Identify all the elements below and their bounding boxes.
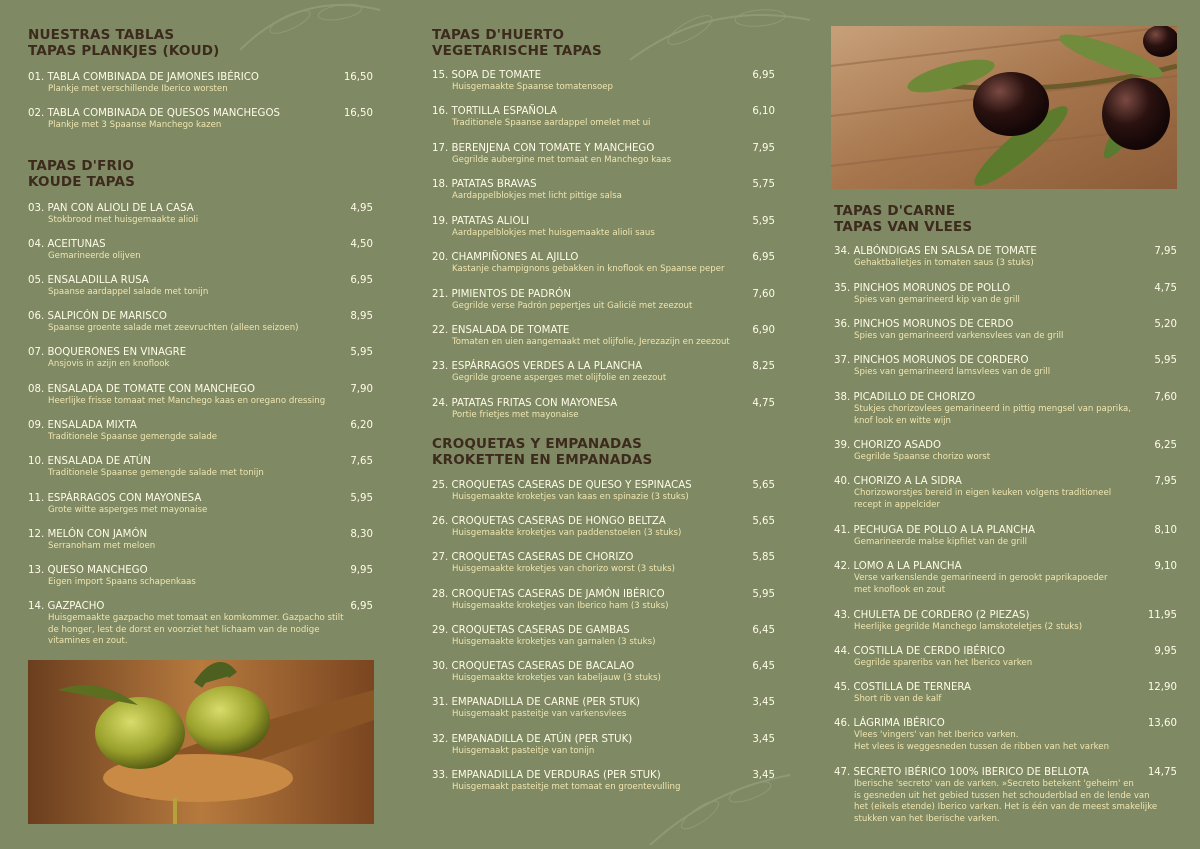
item-description: Gegrilde groene asperges met olijfolie en zeezout xyxy=(452,373,667,383)
item-description: Verse varkenslende gemarineerd in gerookt paprikapoeder met knoflook en zout xyxy=(854,573,1108,595)
item-description: Huisgemaakte Spaanse tomatensoep xyxy=(452,82,614,92)
menu-item xyxy=(834,610,1177,634)
item-price: 6,45 xyxy=(752,625,775,636)
item-price: 3,45 xyxy=(752,697,775,708)
menu-item xyxy=(28,311,373,335)
item-name: 12. MELÓN CON JAMÓN xyxy=(28,529,148,540)
item-price: 5,20 xyxy=(1154,319,1177,330)
item-description: Iberische 'secreto' van de varken. »Secreto betekent 'geheim' en is gesneden uit het gebied tussen het schouderblad en de lende van het (eikels etende) Iberico varken. Het is één van de meest smakelijke stukken van het Iberische varken. xyxy=(854,779,1158,824)
item-description: Huisgemaakte kroketjes van garnalen (3 stuks) xyxy=(452,637,656,647)
menu-item xyxy=(432,625,775,649)
menu-item xyxy=(28,565,373,589)
menu-item xyxy=(834,283,1177,307)
item-price: 4,75 xyxy=(1154,283,1177,294)
menu-item xyxy=(834,246,1177,270)
menu-item xyxy=(432,106,775,130)
item-description: Short rib van de kalf xyxy=(854,694,942,704)
item-price: 6,90 xyxy=(752,325,775,336)
item-name: 31. EMPANADILLA DE CARNE (PER STUK) xyxy=(432,697,641,708)
item-price: 16,50 xyxy=(343,108,373,119)
item-name: 46. LÁGRIMA IBÉRICO xyxy=(834,718,945,729)
menu-item xyxy=(834,767,1177,825)
menu-item xyxy=(28,275,373,299)
item-price: 4,75 xyxy=(752,398,775,409)
item-description: Gemarineerde malse kipfilet van de grill xyxy=(854,537,1028,547)
item-price: 5,95 xyxy=(752,216,775,227)
black-olives-branch-photo xyxy=(831,26,1177,189)
menu-item xyxy=(28,529,373,553)
section-title-es: NUESTRAS TABLAS xyxy=(28,27,175,43)
menu-item xyxy=(28,239,373,263)
item-name: 39. CHORIZO ASADO xyxy=(834,440,942,451)
item-name: 03. PAN CON ALIOLI DE LA CASA xyxy=(28,203,194,214)
item-description: Traditionele Spaanse aardappel omelet met ui xyxy=(452,118,651,128)
menu-item xyxy=(834,525,1177,549)
item-name: 07. BOQUERONES EN VINAGRE xyxy=(28,347,187,358)
menu-item xyxy=(432,734,775,758)
item-name: 14. GAZPACHO xyxy=(28,601,105,612)
menu-item xyxy=(28,347,373,371)
item-price: 7,65 xyxy=(350,456,373,467)
item-price: 16,50 xyxy=(343,72,373,83)
item-name: 13. QUESO MANCHEGO xyxy=(28,565,148,576)
section-title-nl: TAPAS VAN VLEES xyxy=(834,219,973,235)
item-price: 12,90 xyxy=(1147,682,1177,693)
item-name: 34. ALBÓNDIGAS EN SALSA DE TOMATE xyxy=(834,246,1037,257)
item-name: 44. COSTILLA DE CERDO IBÉRICO xyxy=(834,646,1005,657)
item-description: Kastanje champignons gebakken in knoflook en Spaanse peper xyxy=(452,264,725,274)
item-price: 5,95 xyxy=(350,493,373,504)
item-name: 05. ENSALADILLA RUSA xyxy=(28,275,149,286)
item-name: 27. CROQUETAS CASERAS DE CHORIZO xyxy=(432,552,634,563)
menu-item xyxy=(432,252,775,276)
item-name: 36. PINCHOS MORUNOS DE CERDO xyxy=(834,319,1014,330)
item-description: Spaanse aardappel salade met tonijn xyxy=(48,287,209,297)
item-name: 30. CROQUETAS CASERAS DE BACALAO xyxy=(432,661,635,672)
menu-item xyxy=(432,661,775,685)
item-price: 7,95 xyxy=(1154,246,1177,257)
item-price: 5,65 xyxy=(752,516,775,527)
item-price: 9,95 xyxy=(350,565,373,576)
item-name: 19. PATATAS ALIOLI xyxy=(432,216,530,227)
item-price: 4,50 xyxy=(350,239,373,250)
menu-item xyxy=(28,108,373,132)
item-name: 11. ESPÁRRAGOS CON MAYONESA xyxy=(28,493,202,504)
section-title-es: TAPAS D'HUERTO xyxy=(432,27,565,43)
item-name: 25. CROQUETAS CASERAS DE QUESO Y ESPINACAS xyxy=(432,480,692,491)
item-price: 5,85 xyxy=(752,552,775,563)
item-description: Plankje met 3 Spaanse Manchego kazen xyxy=(48,120,222,130)
item-name: 38. PICADILLO DE CHORIZO xyxy=(834,392,976,403)
item-name: 28. CROQUETAS CASERAS DE JAMÓN IBÉRICO xyxy=(432,589,665,600)
item-description: Grote witte asperges met mayonaise xyxy=(48,505,208,515)
menu-item xyxy=(28,601,373,648)
item-description: Gegrilde spareribs van het Iberico varken xyxy=(854,658,1033,668)
item-description: Gegrilde Spaanse chorizo worst xyxy=(854,452,991,462)
menu-item xyxy=(834,646,1177,670)
menu-item xyxy=(834,718,1177,753)
section-heading xyxy=(432,436,775,468)
item-name: 16. TORTILLA ESPAÑOLA xyxy=(432,106,557,117)
menu-item xyxy=(432,289,775,313)
item-name: 10. ENSALADA DE ATÚN xyxy=(28,456,151,467)
item-description: Gemarineerde olijven xyxy=(48,251,141,261)
item-price: 7,90 xyxy=(350,384,373,395)
menu-item xyxy=(432,770,775,794)
section-heading xyxy=(432,27,775,59)
item-description: Tomaten en uien aangemaakt met olijfolie, Jerezazijn en zeezout xyxy=(452,337,730,347)
item-description: Huisgemaakte kroketjes van kabeljauw (3 stuks) xyxy=(452,673,661,683)
item-price: 6,20 xyxy=(350,420,373,431)
menu-item xyxy=(834,561,1177,596)
item-price: 13,60 xyxy=(1147,718,1177,729)
menu-item xyxy=(432,179,775,203)
section-heading xyxy=(834,203,1177,235)
item-description: Huisgemaakte kroketjes van paddenstoelen (3 stuks) xyxy=(452,528,682,538)
item-name: 02. TABLA COMBINADA DE QUESOS MANCHEGOS xyxy=(28,108,280,119)
item-description: Plankje met verschillende Iberico worsten xyxy=(48,84,228,94)
item-description: Aardappelblokjes met huisgemaakte alioli saus xyxy=(452,228,655,238)
menu-item xyxy=(432,516,775,540)
item-price: 4,95 xyxy=(350,203,373,214)
item-name: 45. COSTILLA DE TERNERA xyxy=(834,682,972,693)
item-name: 29. CROQUETAS CASERAS DE GAMBAS xyxy=(432,625,630,636)
item-price: 6,25 xyxy=(1154,440,1177,451)
item-price: 5,95 xyxy=(752,589,775,600)
item-name: 06. SALPICÓN DE MARISCO xyxy=(28,311,167,322)
item-name: 01. TABLA COMBINADA DE JAMONES IBÉRICO xyxy=(28,72,259,83)
section-heading xyxy=(28,158,373,190)
menu-item xyxy=(432,70,775,94)
menu-item xyxy=(432,398,775,422)
item-price: 8,10 xyxy=(1154,525,1177,536)
item-description: Aardappelblokjes met licht pittige salsa xyxy=(452,191,622,201)
section-title-es: TAPAS D'FRIO xyxy=(28,158,134,174)
item-name: 21. PIMIENTOS DE PADRÓN xyxy=(432,289,571,300)
item-name: 35. PINCHOS MORUNOS DE POLLO xyxy=(834,283,1011,294)
item-price: 14,75 xyxy=(1147,767,1177,778)
item-name: 41. PECHUGA DE POLLO A LA PLANCHA xyxy=(834,525,1036,536)
item-name: 43. CHULETA DE CORDERO (2 PIEZAS) xyxy=(834,610,1030,621)
section-title-es: CROQUETAS Y EMPANADAS xyxy=(432,436,643,452)
item-name: 47. SECRETO IBÉRICO 100% IBERICO DE BELLOTA xyxy=(834,767,1089,778)
menu-item xyxy=(834,392,1177,427)
section-title-nl: KOUDE TAPAS xyxy=(28,174,136,190)
menu-item xyxy=(432,480,775,504)
item-price: 9,10 xyxy=(1154,561,1177,572)
item-price: 6,95 xyxy=(350,601,373,612)
item-description: Heerlijke gegrilde Manchego lamskoteletjes (2 stuks) xyxy=(854,622,1083,632)
menu-item xyxy=(28,493,373,517)
item-description: Heerlijke frisse tomaat met Manchego kaas en oregano dressing xyxy=(48,396,326,406)
item-description: Chorizoworstjes bereid in eigen keuken volgens traditioneel recept in appelcider xyxy=(854,488,1112,510)
item-price: 5,95 xyxy=(350,347,373,358)
item-description: Huisgemaakt pasteitje met tomaat en groentevulling xyxy=(452,782,681,792)
menu-item xyxy=(834,440,1177,464)
item-description: Gegrilde verse Padrón pepertjes uit Galicië met zeezout xyxy=(452,301,693,311)
item-description: Gehaktballetjes in tomaten saus (3 stuks) xyxy=(854,258,1034,268)
item-price: 5,95 xyxy=(1154,355,1177,366)
item-price: 9,95 xyxy=(1154,646,1177,657)
item-description: Huisgemaakt pasteitje van tonijn xyxy=(452,746,595,756)
item-description: Stokbrood met huisgemaakte alioli xyxy=(48,215,199,225)
item-name: 23. ESPÁRRAGOS VERDES A LA PLANCHA xyxy=(432,361,643,372)
menu-item xyxy=(28,420,373,444)
item-description: Stukjes chorizovlees gemarineerd in pittig mengsel van paprika, knof look en witte wijn xyxy=(854,404,1132,426)
item-name: 09. ENSALADA MIXTA xyxy=(28,420,137,431)
item-description: Huisgemaakt pasteitje van varkensvlees xyxy=(452,709,627,719)
item-name: 20. CHAMPIÑONES AL AJILLO xyxy=(432,252,579,263)
item-description: Huisgemaakte gazpacho met tomaat en komkommer. Gazpacho stilt de honger, lest de dorst en voorziet het lichaam van de nodige vitamines en zout. xyxy=(48,613,344,646)
item-description: Gegrilde aubergine met tomaat en Manchego kaas xyxy=(452,155,672,165)
item-price: 6,45 xyxy=(752,661,775,672)
item-price: 6,10 xyxy=(752,106,775,117)
item-name: 15. SOPA DE TOMATE xyxy=(432,70,542,81)
item-description: Spies van gemarineerd kip van de grill xyxy=(854,295,1020,305)
menu-item xyxy=(432,361,775,385)
green-olives-spoon-photo xyxy=(28,660,374,824)
item-description: Traditionele Spaanse gemengde salade xyxy=(48,432,218,442)
item-name: 04. ACEITUNAS xyxy=(28,239,106,250)
item-name: 37. PINCHOS MORUNOS DE CORDERO xyxy=(834,355,1029,366)
item-price: 7,95 xyxy=(1154,476,1177,487)
item-price: 8,30 xyxy=(350,529,373,540)
item-price: 5,65 xyxy=(752,480,775,491)
item-name: 40. CHORIZO A LA SIDRA xyxy=(834,476,962,487)
item-description: Traditionele Spaanse gemengde salade met tonijn xyxy=(48,468,264,478)
item-price: 7,60 xyxy=(752,289,775,300)
menu-item xyxy=(834,319,1177,343)
item-description: Vlees 'vingers' van het Iberico varken. Het vlees is weggesneden tussen de ribben van het varken xyxy=(854,730,1110,752)
item-description: Serranoham met meloen xyxy=(48,541,156,551)
menu-item xyxy=(28,456,373,480)
item-name: 17. BERENJENA CON TOMATE Y MANCHEGO xyxy=(432,143,655,154)
item-name: 24. PATATAS FRITAS CON MAYONESA xyxy=(432,398,618,409)
item-name: 32. EMPANADILLA DE ATÚN (PER STUK) xyxy=(432,734,633,745)
menu-item xyxy=(432,552,775,576)
item-name: 22. ENSALADA DE TOMATE xyxy=(432,325,570,336)
item-price: 6,95 xyxy=(752,70,775,81)
item-description: Ansjovis in azijn en knoflook xyxy=(48,359,170,369)
menu-item xyxy=(834,355,1177,379)
item-name: 42. LOMO A LA PLANCHA xyxy=(834,561,962,572)
menu-item xyxy=(834,682,1177,706)
item-price: 8,95 xyxy=(350,311,373,322)
item-description: Spies van gemarineerd varkensvlees van de grill xyxy=(854,331,1064,341)
menu-item xyxy=(432,216,775,240)
section-heading xyxy=(28,27,373,59)
menu-item xyxy=(28,384,373,408)
section-title-nl: TAPAS PLANKJES (KOUD) xyxy=(28,43,220,59)
item-description: Portie frietjes met mayonaise xyxy=(452,410,579,420)
item-price: 7,60 xyxy=(1154,392,1177,403)
menu-item xyxy=(432,697,775,721)
item-description: Huisgemaakte kroketjes van chorizo worst (3 stuks) xyxy=(452,564,676,574)
item-price: 3,45 xyxy=(752,770,775,781)
item-description: Spaanse groente salade met zeevruchten (alleen seizoen) xyxy=(48,323,299,333)
menu-item xyxy=(834,476,1177,511)
item-price: 11,95 xyxy=(1147,610,1177,621)
menu-item xyxy=(28,203,373,227)
item-description: Eigen import Spaans schapenkaas xyxy=(48,577,196,587)
section-title-nl: VEGETARISCHE TAPAS xyxy=(432,43,602,59)
item-price: 6,95 xyxy=(350,275,373,286)
item-price: 7,95 xyxy=(752,143,775,154)
item-price: 8,25 xyxy=(752,361,775,372)
section-title-es: TAPAS D'CARNE xyxy=(834,203,956,219)
menu-item xyxy=(432,589,775,613)
item-name: 08. ENSALADA DE TOMATE CON MANCHEGO xyxy=(28,384,256,395)
item-description: Huisgemaakte kroketjes van Iberico ham (3 stuks) xyxy=(452,601,669,611)
item-description: Spies van gemarineerd lamsvlees van de grill xyxy=(854,367,1051,377)
item-description: Huisgemaakte kroketjes van kaas en spinazie (3 stuks) xyxy=(452,492,689,502)
item-price: 6,95 xyxy=(752,252,775,263)
menu-item xyxy=(432,325,775,349)
item-name: 18. PATATAS BRAVAS xyxy=(432,179,537,190)
item-price: 5,75 xyxy=(752,179,775,190)
menu-item xyxy=(432,143,775,167)
menu-item xyxy=(28,72,373,96)
item-price: 3,45 xyxy=(752,734,775,745)
section-title-nl: KROKETTEN EN EMPANADAS xyxy=(432,452,653,468)
item-name: 26. CROQUETAS CASERAS DE HONGO BELTZA xyxy=(432,516,666,527)
item-name: 33. EMPANADILLA DE VERDURAS (PER STUK) xyxy=(432,770,661,781)
